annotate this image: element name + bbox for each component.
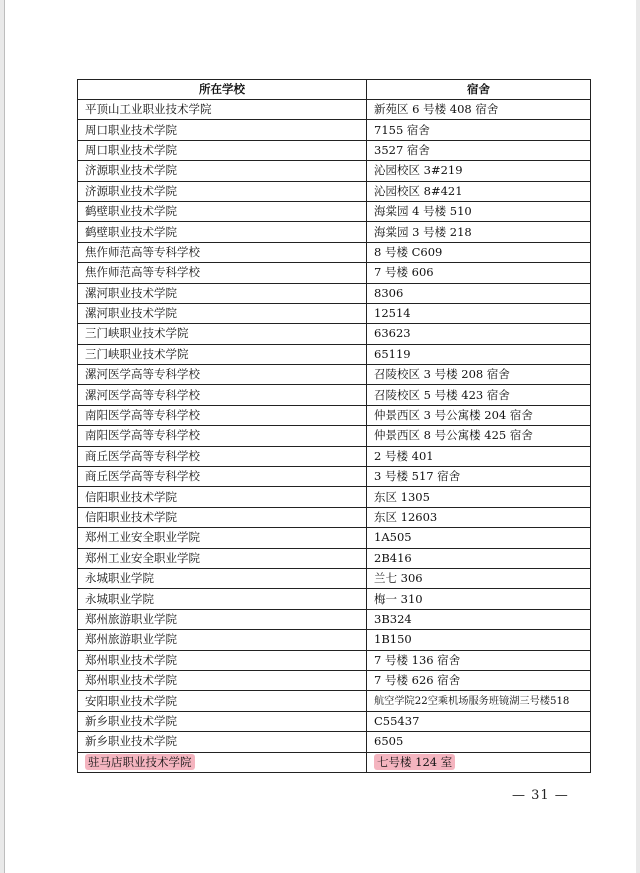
cell-dormitory: [367, 650, 591, 670]
school-name: 永城职业学院: [85, 591, 154, 606]
cell-school: [78, 100, 367, 120]
table-row: [78, 161, 591, 181]
table-row: [78, 242, 591, 262]
page-number: — 31 —: [512, 788, 569, 803]
table-row: [78, 650, 591, 670]
table-row: [78, 467, 591, 487]
cell-dormitory: [367, 609, 591, 629]
cell-school: [78, 548, 367, 568]
school-name: 平顶山工业职业技术学院: [85, 102, 212, 117]
dormitory-name: 3 号楼 517 宿舍: [374, 469, 461, 484]
cell-school: [78, 140, 367, 160]
table-row: [78, 385, 591, 405]
cell-dormitory: [367, 752, 591, 772]
cell-dormitory: [367, 201, 591, 221]
cell-dormitory: [367, 467, 591, 487]
table-row: [78, 732, 591, 752]
cell-school: [78, 650, 367, 670]
cell-dormitory: [367, 324, 591, 344]
school-name: 永城职业学院: [85, 571, 154, 586]
cell-dormitory: [367, 487, 591, 507]
cell-school: [78, 181, 367, 201]
page-edge-divider: [4, 0, 5, 873]
table-row: [78, 691, 591, 711]
dormitory-name: 2B416: [374, 550, 412, 565]
school-name: 三门峡职业技术学院: [85, 346, 189, 361]
school-name: 三门峡职业技术学院: [85, 326, 189, 341]
cell-dormitory: [367, 507, 591, 527]
header-dormitory: 宿舍: [367, 80, 591, 100]
dormitory-name: 12514: [374, 306, 411, 321]
cell-school: [78, 691, 367, 711]
table-row: [78, 609, 591, 629]
school-name: 漯河医学高等专科学校: [85, 387, 200, 402]
table-row: [78, 752, 591, 772]
cell-school: [78, 752, 367, 772]
header-school: 所在学校: [78, 80, 367, 100]
cell-dormitory: [367, 222, 591, 242]
dormitory-name: 65119: [374, 346, 411, 361]
dormitory-name: 航空学院22空乘机场服务班镜湖三号楼518: [374, 695, 570, 707]
table-row: [78, 263, 591, 283]
table-row: [78, 324, 591, 344]
table-row: [78, 589, 591, 609]
cell-dormitory: [367, 303, 591, 323]
cell-dormitory: [367, 426, 591, 446]
school-name: 郑州职业技术学院: [85, 673, 177, 688]
cell-school: [78, 385, 367, 405]
school-name: 驻马店职业技术学院: [85, 754, 195, 770]
table-row: [78, 568, 591, 588]
cell-dormitory: [367, 732, 591, 752]
cell-dormitory: [367, 263, 591, 283]
cell-school: [78, 405, 367, 425]
dormitory-name: 仲景西区 8 号公寓楼 425 宿舍: [374, 428, 533, 443]
school-name: 南阳医学高等专科学校: [85, 428, 200, 443]
dormitory-name: 仲景西区 3 号公寓楼 204 宿舍: [374, 408, 533, 423]
table-row: [78, 487, 591, 507]
cell-dormitory: [367, 548, 591, 568]
school-name: 济源职业技术学院: [85, 163, 177, 178]
dormitory-name: 沁园校区 8#421: [374, 183, 463, 198]
table-row: [78, 365, 591, 385]
school-name: 郑州旅游职业学院: [85, 611, 177, 626]
school-name: 焦作师范高等专科学校: [85, 265, 200, 280]
dormitory-name: 63623: [374, 326, 411, 341]
table-row: [78, 446, 591, 466]
table-row: [78, 426, 591, 446]
cell-dormitory: [367, 528, 591, 548]
cell-school: [78, 732, 367, 752]
dormitory-name: 1A505: [374, 530, 412, 545]
dormitory-name: 8 号楼 C609: [374, 244, 443, 259]
table-row: [78, 283, 591, 303]
dormitory-name: 七号楼 124 室: [374, 754, 455, 770]
school-name: 漯河医学高等专科学校: [85, 367, 200, 382]
cell-dormitory: [367, 630, 591, 650]
school-name: 焦作师范高等专科学校: [85, 244, 200, 259]
dormitory-name: 7155 宿舍: [374, 122, 430, 137]
cell-school: [78, 609, 367, 629]
school-name: 新乡职业技术学院: [85, 734, 177, 749]
table-row: [78, 711, 591, 731]
table-row: [78, 140, 591, 160]
cell-school: [78, 507, 367, 527]
cell-school: [78, 242, 367, 262]
cell-school: [78, 222, 367, 242]
table-header-row: [78, 80, 591, 100]
school-name: 安阳职业技术学院: [85, 693, 177, 708]
cell-school: [78, 568, 367, 588]
dormitory-name: 沁园校区 3#219: [374, 163, 463, 178]
table-row: [78, 344, 591, 364]
school-name: 郑州职业技术学院: [85, 652, 177, 667]
dormitory-name: 3527 宿舍: [374, 142, 430, 157]
cell-school: [78, 324, 367, 344]
cell-school: [78, 630, 367, 650]
dormitory-table: [77, 79, 591, 773]
dormitory-name: 新苑区 6 号楼 408 宿舍: [374, 102, 499, 117]
cell-dormitory: [367, 589, 591, 609]
table-body: [78, 100, 591, 773]
school-name: 信阳职业技术学院: [85, 489, 177, 504]
cell-school: [78, 120, 367, 140]
table-row: [78, 181, 591, 201]
dormitory-name: C55437: [374, 713, 420, 728]
school-name: 鹤壁职业技术学院: [85, 224, 177, 239]
school-name: 漯河职业技术学院: [85, 306, 177, 321]
school-name: 漯河职业技术学院: [85, 285, 177, 300]
dormitory-name: 6505: [374, 734, 404, 749]
school-name: 济源职业技术学院: [85, 183, 177, 198]
school-name: 周口职业技术学院: [85, 122, 177, 137]
cell-dormitory: [367, 405, 591, 425]
school-name: 鹤壁职业技术学院: [85, 204, 177, 219]
dormitory-name: 8306: [374, 285, 404, 300]
table-row: [78, 548, 591, 568]
cell-school: [78, 467, 367, 487]
cell-dormitory: [367, 242, 591, 262]
table-row: [78, 670, 591, 690]
school-name: 郑州工业安全职业学院: [85, 530, 200, 545]
cell-school: [78, 711, 367, 731]
cell-dormitory: [367, 283, 591, 303]
cell-dormitory: [367, 670, 591, 690]
cell-school: [78, 303, 367, 323]
table-row: [78, 528, 591, 548]
dormitory-name: 兰七 306: [374, 571, 423, 586]
table-row: [78, 507, 591, 527]
cell-school: [78, 365, 367, 385]
cell-school: [78, 528, 367, 548]
dormitory-name: 1B150: [374, 632, 412, 647]
cell-dormitory: [367, 711, 591, 731]
table-row: [78, 303, 591, 323]
table-row: [78, 222, 591, 242]
cell-dormitory: [367, 161, 591, 181]
cell-dormitory: [367, 344, 591, 364]
school-name: 郑州工业安全职业学院: [85, 550, 200, 565]
document-page: [4, 0, 636, 873]
cell-dormitory: [367, 691, 591, 711]
dormitory-name: 海棠园 4 号楼 510: [374, 204, 472, 219]
school-name: 商丘医学高等专科学校: [85, 448, 200, 463]
cell-school: [78, 344, 367, 364]
cell-school: [78, 283, 367, 303]
dormitory-name: 召陵校区 5 号楼 423 宿舍: [374, 387, 510, 402]
cell-dormitory: [367, 100, 591, 120]
cell-dormitory: [367, 385, 591, 405]
dormitory-name: 7 号楼 606: [374, 265, 434, 280]
school-name: 商丘医学高等专科学校: [85, 469, 200, 484]
cell-school: [78, 670, 367, 690]
dormitory-name: 东区 1305: [374, 489, 430, 504]
table-row: [78, 405, 591, 425]
school-name: 南阳医学高等专科学校: [85, 408, 200, 423]
dormitory-name: 7 号楼 626 宿舍: [374, 673, 461, 688]
cell-dormitory: [367, 140, 591, 160]
table-row: [78, 201, 591, 221]
school-name: 郑州旅游职业学院: [85, 632, 177, 647]
cell-school: [78, 426, 367, 446]
cell-dormitory: [367, 568, 591, 588]
dormitory-name: 海棠园 3 号楼 218: [374, 224, 472, 239]
school-name: 信阳职业技术学院: [85, 510, 177, 524]
dormitory-name: 东区 12603: [374, 510, 438, 524]
dormitory-name: 召陵校区 3 号楼 208 宿舍: [374, 367, 510, 382]
dormitory-name: 7 号楼 136 宿舍: [374, 652, 461, 667]
table-row: [78, 120, 591, 140]
cell-dormitory: [367, 120, 591, 140]
school-name: 周口职业技术学院: [85, 142, 177, 157]
cell-school: [78, 446, 367, 466]
dormitory-name: 梅一 310: [374, 591, 423, 606]
cell-school: [78, 263, 367, 283]
cell-school: [78, 589, 367, 609]
cell-school: [78, 161, 367, 181]
cell-dormitory: [367, 181, 591, 201]
cell-dormitory: [367, 365, 591, 385]
school-name: 新乡职业技术学院: [85, 713, 177, 728]
table-row: [78, 100, 591, 120]
dormitory-name: 3B324: [374, 611, 412, 626]
dormitory-name: 2 号楼 401: [374, 448, 434, 463]
cell-dormitory: [367, 446, 591, 466]
table-row: [78, 630, 591, 650]
cell-school: [78, 201, 367, 221]
cell-school: [78, 487, 367, 507]
